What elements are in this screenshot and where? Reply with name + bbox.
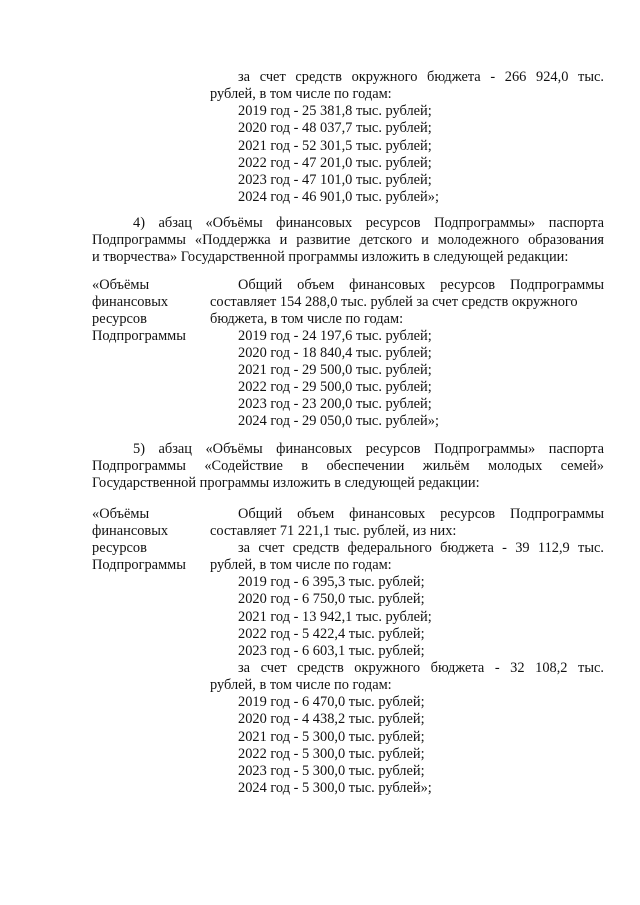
section5-label-line1: «Объёмы xyxy=(92,506,150,522)
section5-federal-year-2020: 2020 год - 6 750,0 тыс. рублей; xyxy=(238,591,425,607)
section5-federal-year-2023: 2023 год - 6 603,1 тыс. рублей; xyxy=(238,643,425,659)
section5-label-line3: ресурсов xyxy=(92,540,147,556)
section5-okrug-year-2020: 2020 год - 4 438,2 тыс. рублей; xyxy=(238,711,425,727)
section5-para-line2: Подпрограммы «Содействие в обеспечении жильём молодых семей» xyxy=(92,458,604,474)
section5-label-line4: Подпрограммы xyxy=(92,557,186,573)
section4-body-line1: Общий объем финансовых ресурсов Подпрограммы xyxy=(238,277,604,293)
section4-label-line4: Подпрограммы xyxy=(92,328,186,344)
section5-federal-year-2019: 2019 год - 6 395,3 тыс. рублей; xyxy=(238,574,425,590)
top-year-2020: 2020 год - 48 037,7 тыс. рублей; xyxy=(238,120,432,136)
section4-label-line3: ресурсов xyxy=(92,311,147,327)
section5-para-line1: 5) абзац «Объёмы финансовых ресурсов Подпрограммы» паспорта xyxy=(133,441,604,457)
section4-year-2022: 2022 год - 29 500,0 тыс. рублей; xyxy=(238,379,432,395)
section5-okrug-year-2019: 2019 год - 6 470,0 тыс. рублей; xyxy=(238,694,425,710)
top-year-2024: 2024 год - 46 901,0 тыс. рублей»; xyxy=(238,189,439,205)
section4-year-2024: 2024 год - 29 050,0 тыс. рублей»; xyxy=(238,413,439,429)
section4-para-line2: Подпрограммы «Поддержка и развитие детского и молодежного образования xyxy=(92,232,604,248)
section5-body-line1: Общий объем финансовых ресурсов Подпрограммы xyxy=(238,506,604,522)
section5-okrug-line1: за счет средств окружного бюджета - 32 108,2 тыс. xyxy=(238,660,604,676)
section5-okrug-line2: рублей, в том числе по годам: xyxy=(210,677,392,693)
section5-okrug-year-2022: 2022 год - 5 300,0 тыс. рублей; xyxy=(238,746,425,762)
section4-year-2023: 2023 год - 23 200,0 тыс. рублей; xyxy=(238,396,432,412)
section5-federal-year-2022: 2022 год - 5 422,4 тыс. рублей; xyxy=(238,626,425,642)
section4-year-2019: 2019 год - 24 197,6 тыс. рублей; xyxy=(238,328,432,344)
top-year-2019: 2019 год - 25 381,8 тыс. рублей; xyxy=(238,103,432,119)
section5-okrug-year-2023: 2023 год - 5 300,0 тыс. рублей; xyxy=(238,763,425,779)
section5-federal-line2: рублей, в том числе по годам: xyxy=(210,557,392,573)
section4-para-line3: и творчества» Государственной программы изложить в следующей редакции: xyxy=(92,249,569,265)
section5-federal-year-2021: 2021 год - 13 942,1 тыс. рублей; xyxy=(238,609,432,625)
section5-federal-line1: за счет средств федерального бюджета - 39 112,9 тыс. xyxy=(238,540,604,556)
top-intro-line2: рублей, в том числе по годам: xyxy=(210,86,392,102)
section5-label-line2: финансовых xyxy=(92,523,169,539)
section4-body-line2: составляет 154 288,0 тыс. рублей за счет средств окружного xyxy=(210,294,578,310)
section5-okrug-year-2021: 2021 год - 5 300,0 тыс. рублей; xyxy=(238,729,425,745)
section4-para-line1: 4) абзац «Объёмы финансовых ресурсов Подпрограммы» паспорта xyxy=(133,215,604,231)
section4-year-2021: 2021 год - 29 500,0 тыс. рублей; xyxy=(238,362,432,378)
top-year-2022: 2022 год - 47 201,0 тыс. рублей; xyxy=(238,155,432,171)
section4-label-line1: «Объёмы xyxy=(92,277,150,293)
section5-para-line3: Государственной программы изложить в следующей редакции: xyxy=(92,475,480,491)
section4-body-line3: бюджета, в том числе по годам: xyxy=(210,311,404,327)
top-year-2023: 2023 год - 47 101,0 тыс. рублей; xyxy=(238,172,432,188)
section5-okrug-year-2024: 2024 год - 5 300,0 тыс. рублей»; xyxy=(238,780,432,796)
top-intro-line1: за счет средств окружного бюджета - 266 924,0 тыс. xyxy=(238,69,604,85)
section5-body-line2: составляет 71 221,1 тыс. рублей, из них: xyxy=(210,523,457,539)
section4-year-2020: 2020 год - 18 840,4 тыс. рублей; xyxy=(238,345,432,361)
top-year-2021: 2021 год - 52 301,5 тыс. рублей; xyxy=(238,138,432,154)
section4-label-line2: финансовых xyxy=(92,294,169,310)
